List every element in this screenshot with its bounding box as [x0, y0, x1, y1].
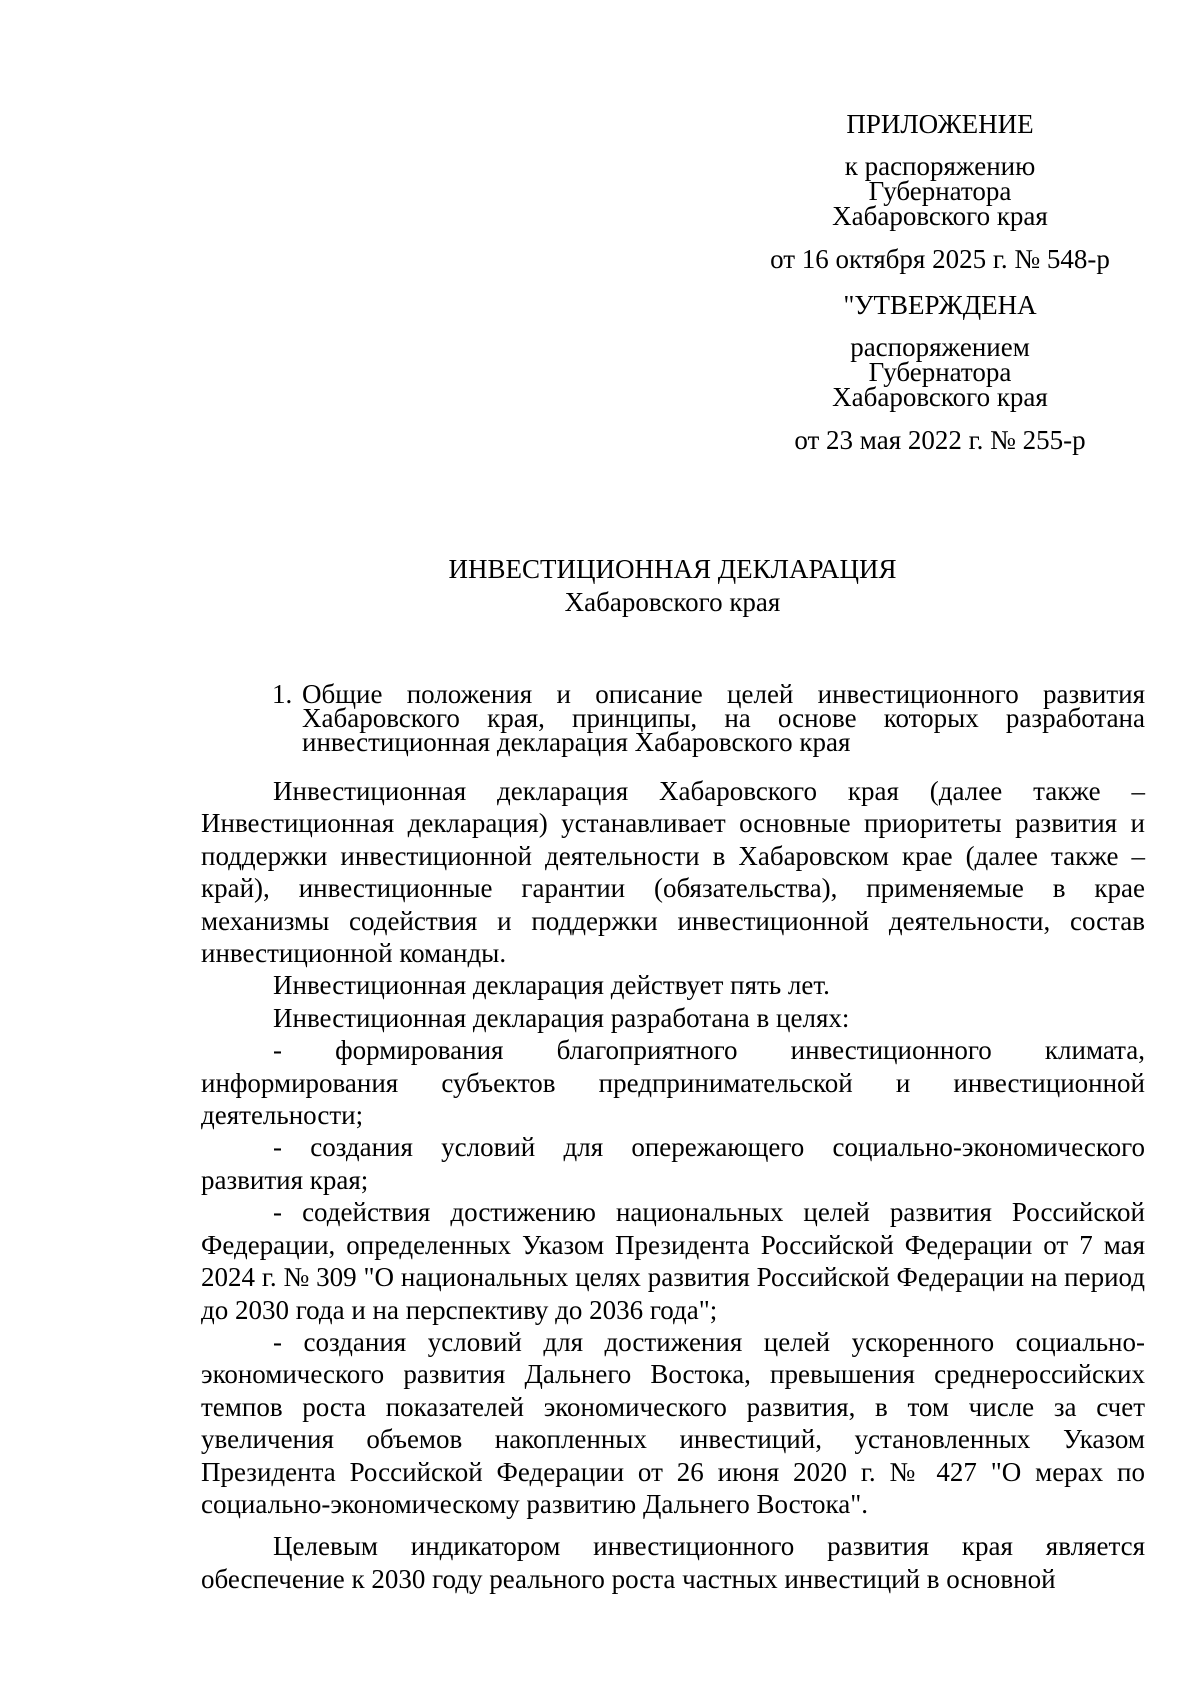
document-title: [200, 553, 1145, 619]
appendix-line-3: Хабаровского края: [832, 201, 1048, 231]
title-sub: Хабаровского края: [564, 587, 781, 617]
approved-title: "УТВЕРЖДЕНА: [843, 290, 1037, 320]
section-number: 1.: [272, 679, 293, 709]
appendix-date: от 16 октября 2025 г. № 548-р: [770, 244, 1110, 274]
title-main: ИНВЕСТИЦИОННАЯ ДЕКЛАРАЦИЯ: [448, 554, 897, 584]
list-item: - содействия достижению национальных целей развития Российской Федерации, определенных Указом Президента Российской Федерации от 7 мая 2024 г. № 309 "О национальных целях развития Российской Федерации на период до 2030 года и на перспективу до 2036 года";: [201, 1197, 1145, 1325]
paragraph: Инвестиционная декларация разработана в целях:: [273, 1002, 850, 1033]
list-item: - формирования благоприятного инвестиционного климата, информирования субъектов предпринимательской и инвестиционной деятельности;: [201, 1035, 1145, 1131]
section-body: [201, 775, 1145, 1595]
section-heading: [272, 679, 1145, 757]
appendix-line-2: Губернатора: [868, 176, 1012, 206]
paragraph: Инвестиционная декларация действует пять лет.: [273, 970, 830, 1001]
appendix-title: ПРИЛОЖЕНИЕ: [846, 109, 1034, 139]
list-item: - создания условий для опережающего социально-экономического развития края;: [201, 1132, 1145, 1195]
list-item: - создания условий для достижения целей ускоренного социально-экономического развития Дальнего Востока, превышения среднероссийских темпов роста показателей экономического развития, в том числе за счет увеличения объемов накопленных инвестиций, установленных Указом Президента Российской Федерации от 26 июня 2020 г. № 427 "О мерах по социально-экономическому развитию Дальнего Востока".: [201, 1326, 1145, 1519]
approved-line-2: Губернатора: [868, 357, 1012, 387]
approved-date: от 23 мая 2022 г. № 255-р: [794, 425, 1086, 455]
approved-line-1: распоряжением: [850, 332, 1030, 362]
appendix-header: [750, 108, 1130, 456]
appendix-line-1: к распоряжению: [844, 151, 1036, 181]
paragraph: Целевым индикатором инвестиционного развития края является обеспечение к 2030 году реального роста частных инвестиций в основной: [201, 1531, 1145, 1594]
paragraph: Инвестиционная декларация Хабаровского края (далее также – Инвестиционная декларация) устанавливает основные приоритеты развития и поддержки инвестиционной деятельности в Хабаровском крае (далее также – край), инвестиционные гарантии (обязательства), применяемые в крае механизмы содействия и поддержки инвестиционной деятельности, состав инвестиционной команды.: [201, 776, 1145, 969]
approved-line-3: Хабаровского края: [832, 382, 1048, 412]
section-heading-text: Общие положения и описание целей инвестиционного развития Хабаровского края, принципы, на основе которых разработана инвестиционная декларация Хабаровского края: [302, 679, 1145, 757]
